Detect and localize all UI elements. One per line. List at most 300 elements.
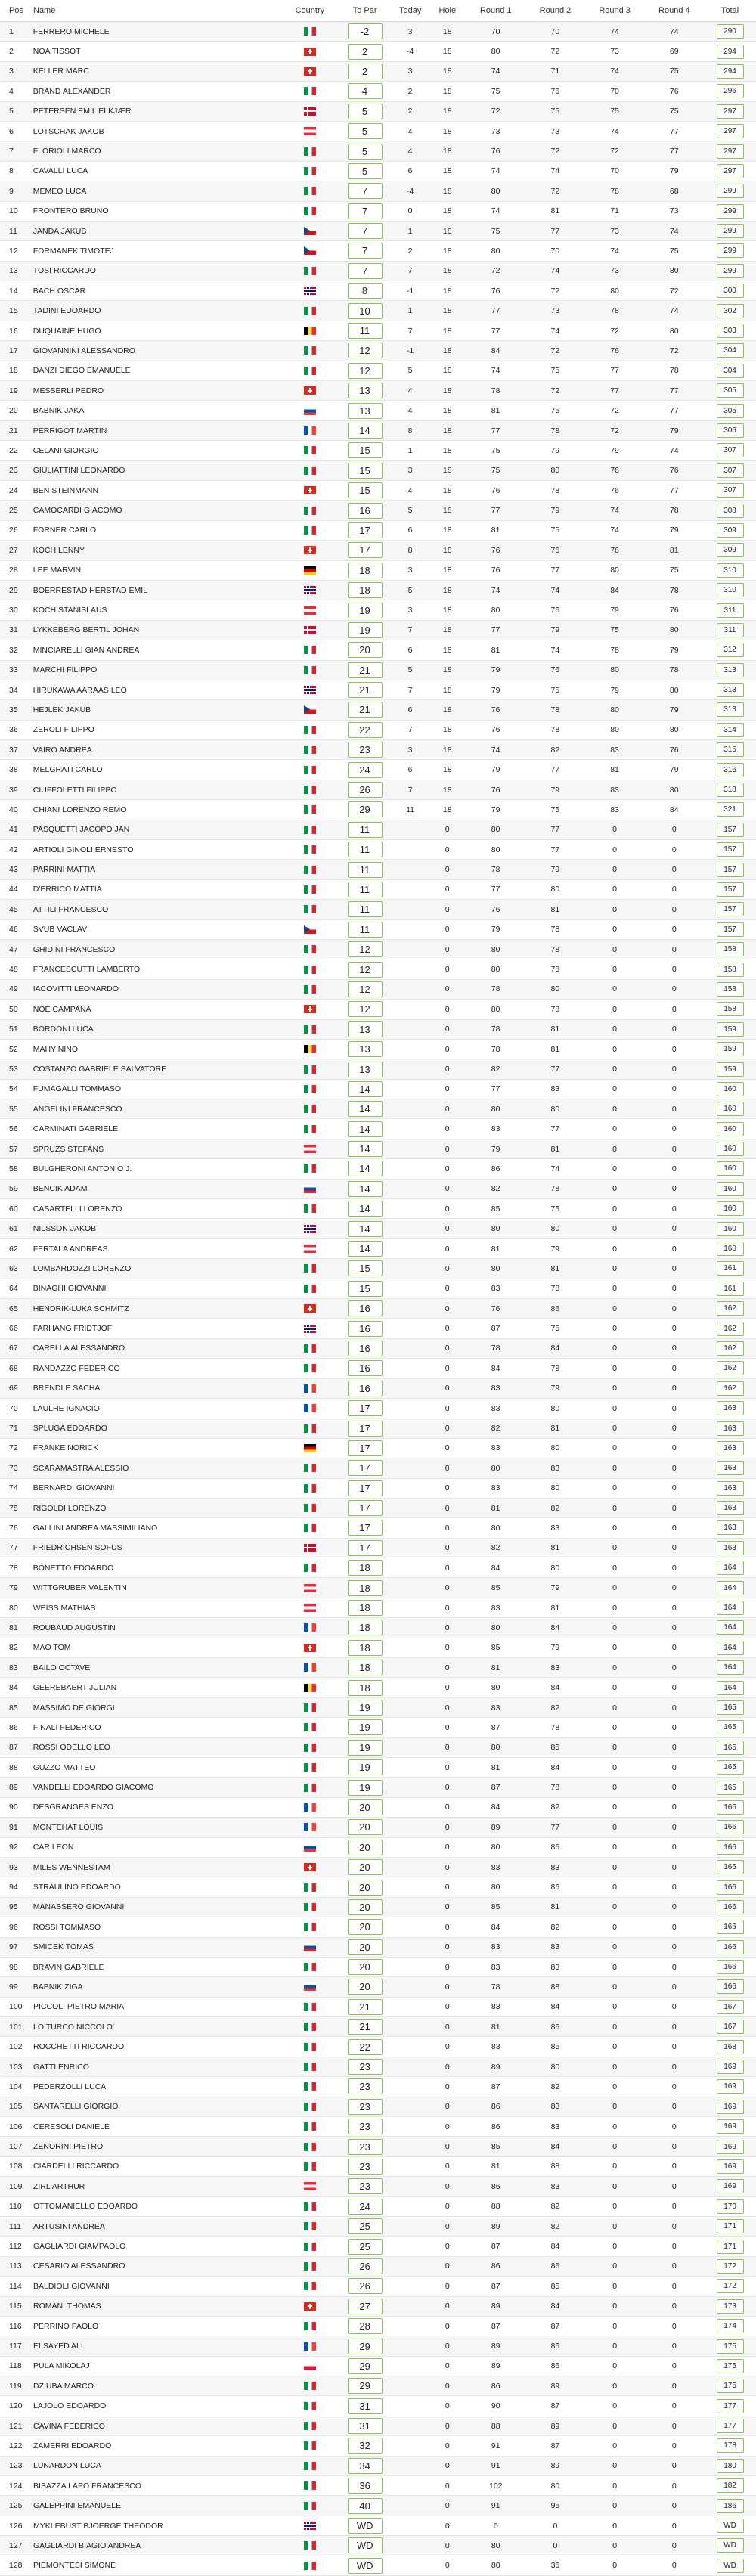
round-3-cell: 73 [610, 226, 619, 236]
position-cell: 69 [9, 1384, 18, 1393]
table-row[interactable] [0, 2017, 756, 2037]
player-name: CHIANI LORENZO REMO [33, 804, 127, 814]
table-row[interactable] [0, 1618, 756, 1638]
position-cell: 52 [9, 1044, 18, 1054]
table-row[interactable] [0, 1738, 756, 1758]
round-4-cell: 0 [671, 1303, 677, 1313]
table-row[interactable] [0, 2536, 756, 2556]
table-row[interactable] [0, 661, 756, 680]
round-2-cell: 77 [550, 566, 560, 575]
to-par-cell [338, 1400, 392, 1416]
table-row[interactable] [0, 1718, 756, 1737]
table-row[interactable] [0, 1499, 756, 1518]
header-today[interactable]: Today [398, 6, 422, 15]
round-4-cell: 0 [671, 1263, 677, 1273]
round-4-cell: 0 [671, 1224, 677, 1234]
today-cell: -1 [406, 286, 414, 296]
position-cell: 26 [9, 525, 18, 535]
table-row[interactable] [0, 1678, 756, 1697]
round-1-cell: 79 [491, 665, 500, 675]
table-row[interactable] [0, 1958, 756, 1977]
country-cell [281, 1245, 338, 1253]
round-1-cell: 85 [491, 2142, 500, 2152]
table-row[interactable] [0, 2556, 756, 2576]
country-cell [281, 1344, 338, 1353]
total-cell [704, 2379, 756, 2393]
total-cell-value: 167 [717, 2020, 744, 2034]
round-1-cell: 79 [491, 765, 500, 775]
table-row[interactable] [0, 541, 756, 560]
to-par-cell [338, 563, 392, 578]
to-par-cell-value: 7 [348, 223, 383, 239]
table-row[interactable] [0, 441, 756, 460]
table-row[interactable] [0, 1778, 756, 1797]
table-row[interactable] [0, 600, 756, 620]
table-row[interactable] [0, 1877, 756, 1897]
table-row[interactable] [0, 900, 756, 919]
country-cell [281, 1823, 338, 1831]
country-cell [282, 2143, 339, 2151]
table-row[interactable] [0, 421, 756, 441]
table-row[interactable] [0, 2436, 756, 2456]
table-row[interactable] [0, 1020, 756, 1040]
player-name: PULA MIKOLAJ [33, 2361, 90, 2371]
table-row[interactable] [0, 2277, 756, 2296]
table-row[interactable] [0, 1399, 756, 1418]
to-par-cell [338, 1440, 392, 1456]
table-row[interactable] [0, 1898, 756, 1917]
table-row[interactable] [0, 581, 756, 600]
country-cell [281, 1943, 338, 1951]
round-2-cell: 36 [550, 2561, 560, 2571]
table-row[interactable] [0, 621, 756, 640]
table-row[interactable] [0, 1977, 756, 1997]
table-row[interactable] [0, 461, 756, 481]
to-par-cell-value: 17 [348, 1500, 383, 1516]
table-row[interactable] [0, 361, 756, 381]
table-row[interactable] [0, 2396, 756, 2416]
header-hole[interactable]: Hole [438, 6, 457, 15]
total-cell [704, 2179, 756, 2193]
player-name: FORMANEK TIMOTEJ [33, 246, 114, 256]
table-row[interactable] [0, 2257, 756, 2277]
table-row[interactable] [0, 1539, 756, 1558]
table-row[interactable] [0, 62, 756, 82]
position-cell: 90 [9, 1803, 18, 1812]
table-row[interactable] [0, 2157, 756, 2177]
table-row[interactable] [0, 481, 756, 501]
round-2-cell: 83 [550, 2122, 560, 2131]
position-cell: 64 [9, 1284, 18, 1294]
to-par-cell-value: 19 [348, 1700, 383, 1716]
table-row[interactable] [0, 141, 756, 161]
hole-cell: 0 [445, 2401, 450, 2411]
player-name: MAO TOM [33, 1643, 71, 1653]
belgium-flag-icon [304, 1045, 316, 1053]
to-par-cell-value: 20 [348, 1959, 383, 1975]
round-2-cell: 79 [550, 865, 560, 875]
hole-cell: 0 [445, 965, 450, 975]
table-row[interactable] [0, 1698, 756, 1718]
table-row[interactable] [0, 860, 756, 879]
table-row[interactable] [0, 1758, 756, 1778]
country-cell [281, 386, 338, 395]
total-cell [704, 742, 756, 757]
country-cell [282, 2342, 339, 2351]
table-row[interactable] [0, 2197, 756, 2217]
round-4-cell: 74 [669, 26, 679, 36]
round-3-cell: 73 [610, 266, 619, 276]
table-row[interactable] [0, 82, 756, 101]
round-1-cell: 83 [491, 1603, 500, 1613]
table-row[interactable] [0, 2516, 756, 2536]
header-pos[interactable]: Pos [9, 6, 23, 15]
total-cell [704, 324, 756, 338]
to-par-cell [338, 1520, 392, 1536]
table-row[interactable] [0, 1119, 756, 1139]
table-row[interactable] [0, 1040, 756, 1059]
hole-cell: 18 [442, 206, 452, 216]
header-name[interactable]: Name [33, 6, 56, 15]
round-1-cell: 74 [491, 585, 500, 595]
country-cell [282, 2462, 339, 2470]
player-name: CAMOCARDI GIACOMO [33, 506, 122, 516]
table-row[interactable] [0, 262, 756, 281]
table-row[interactable] [0, 2297, 756, 2317]
header-to-par[interactable]: To Par [352, 6, 377, 15]
round-1-cell: 83 [491, 1124, 500, 1134]
table-row[interactable] [0, 2476, 756, 2496]
round-2-cell: 79 [550, 1583, 560, 1593]
round-3-cell: 0 [612, 1623, 617, 1632]
position-cell: 29 [9, 585, 18, 595]
table-row[interactable] [0, 1080, 756, 1099]
round-3-cell: 0 [612, 1084, 617, 1094]
total-cell-value: 307 [717, 483, 744, 498]
to-par-cell [338, 1819, 392, 1835]
table-row[interactable] [0, 561, 756, 581]
to-par-cell-value: 11 [348, 842, 383, 857]
total-cell-value: 164 [717, 1620, 744, 1635]
player-name: PASQUETTI JACOPO JAN [33, 825, 130, 835]
to-par-cell [338, 2339, 392, 2354]
table-row[interactable] [0, 301, 756, 321]
table-row[interactable] [0, 980, 756, 1000]
table-row[interactable] [0, 721, 756, 740]
round-4-cell: 0 [671, 1363, 677, 1373]
round-1-cell: 87 [491, 2242, 500, 2252]
table-row[interactable] [0, 1858, 756, 1877]
today-cell: 6 [407, 166, 413, 176]
to-par-cell-value: 26 [348, 782, 383, 798]
to-par-cell [338, 1321, 392, 1337]
italy-flag-icon [304, 1484, 316, 1493]
total-cell-value: 165 [717, 1700, 744, 1715]
country-cell [281, 686, 338, 694]
table-row[interactable] [0, 1180, 756, 1199]
table-row[interactable] [0, 281, 756, 301]
table-row[interactable] [0, 780, 756, 800]
table-row[interactable] [0, 1798, 756, 1818]
slovenia-flag-icon [304, 1982, 316, 1991]
player-name: CERESOLI DANIELE [33, 2122, 110, 2131]
position-cell: 104 [9, 2082, 23, 2091]
italy-flag-icon [304, 2082, 316, 2091]
round-4-cell: 76 [669, 606, 679, 615]
table-row[interactable] [0, 102, 756, 122]
table-row[interactable] [0, 1239, 756, 1259]
table-row[interactable] [0, 680, 756, 700]
round-1-cell: 79 [491, 804, 500, 814]
table-row[interactable] [0, 1359, 756, 1378]
player-name: PIEMONTESI SIMONE [33, 2561, 116, 2571]
table-row[interactable] [0, 2237, 756, 2256]
round-4-cell: 0 [671, 1883, 677, 1892]
table-row[interactable] [0, 1159, 756, 1179]
italy-flag-icon [304, 507, 316, 515]
table-row[interactable] [0, 521, 756, 541]
total-cell-value: 171 [717, 2240, 744, 2254]
total-cell-value: 170 [717, 2199, 744, 2214]
table-row[interactable] [0, 42, 756, 61]
italy-flag-icon [304, 1264, 316, 1273]
country-cell [281, 1164, 338, 1173]
position-cell: 51 [9, 1025, 18, 1034]
table-row[interactable] [0, 162, 756, 181]
table-row[interactable] [0, 1518, 756, 1538]
today-cell: -1 [406, 346, 414, 355]
today-cell: 6 [407, 705, 413, 715]
table-row[interactable] [0, 760, 756, 780]
table-row[interactable] [0, 1638, 756, 1658]
to-par-cell [338, 941, 392, 957]
total-cell-value: 159 [717, 1022, 744, 1037]
round-2-cell: 78 [550, 485, 560, 495]
round-3-cell: 0 [612, 2342, 618, 2351]
total-cell-value: 182 [717, 2478, 744, 2493]
header-total[interactable]: Total [720, 6, 739, 15]
total-cell [704, 2438, 756, 2453]
position-cell: 72 [9, 1443, 18, 1453]
country-cell [281, 1524, 338, 1532]
round-1-cell: 78 [491, 984, 500, 994]
table-row[interactable] [0, 640, 756, 660]
total-cell [704, 603, 756, 618]
table-row[interactable] [0, 122, 756, 141]
table-row[interactable] [0, 880, 756, 900]
player-name: FERRERO MICHELE [33, 26, 110, 36]
position-cell: 119 [9, 2381, 22, 2391]
table-row[interactable] [0, 1998, 756, 2017]
country-cell [282, 2202, 339, 2211]
total-cell-value: 314 [717, 723, 744, 737]
header-round-3[interactable]: Round 3 [599, 6, 631, 15]
table-row[interactable] [0, 1059, 756, 1079]
player-name: MILES WENNESTAM [33, 1862, 110, 1872]
player-name: MINCIARELLI GIAN ANDREA [33, 645, 140, 655]
country-cell [281, 985, 338, 994]
table-row[interactable] [0, 1199, 756, 1219]
table-row[interactable] [0, 22, 756, 42]
country-cell [281, 67, 338, 76]
round-4-cell: 0 [671, 1204, 677, 1214]
czechia-flag-icon [304, 246, 316, 255]
table-row[interactable] [0, 2217, 756, 2237]
table-row[interactable] [0, 241, 756, 261]
total-cell-value: WD [717, 2538, 744, 2553]
to-par-cell-value: 16 [348, 1300, 383, 1316]
table-row[interactable] [0, 920, 756, 940]
norway-flag-icon [304, 586, 316, 594]
table-row[interactable] [0, 1299, 756, 1319]
table-row[interactable] [0, 1818, 756, 1837]
round-4-cell: 80 [669, 326, 679, 336]
country-cell [281, 666, 338, 674]
table-row[interactable] [0, 2416, 756, 2436]
hole-cell: 0 [445, 1683, 450, 1693]
table-row[interactable] [0, 1319, 756, 1338]
position-cell: 93 [9, 1862, 18, 1872]
france-flag-icon [304, 1404, 316, 1412]
table-row[interactable] [0, 2077, 756, 2097]
hole-cell: 0 [445, 1722, 450, 1732]
table-row[interactable] [0, 2496, 756, 2516]
total-cell [704, 343, 756, 358]
round-4-cell: 0 [671, 1722, 677, 1732]
player-name: MANASSERO GIOVANNI [33, 1902, 125, 1912]
table-row[interactable] [0, 959, 756, 979]
table-row[interactable] [0, 2037, 756, 2057]
italy-flag-icon [304, 2023, 316, 2031]
table-row[interactable] [0, 1479, 756, 1499]
total-cell-value: 165 [717, 1760, 744, 1775]
table-row[interactable] [0, 1578, 756, 1598]
table-row[interactable] [0, 2357, 756, 2376]
table-row[interactable] [0, 820, 756, 840]
table-row[interactable] [0, 2336, 756, 2356]
table-row[interactable] [0, 1917, 756, 1937]
today-cell: 3 [407, 606, 413, 615]
table-row[interactable] [0, 840, 756, 860]
france-flag-icon [304, 1803, 316, 1812]
table-row[interactable] [0, 1838, 756, 1858]
country-cell [281, 1883, 338, 1892]
table-row[interactable] [0, 2057, 756, 2077]
to-par-cell [338, 882, 392, 897]
player-name: VANDELLI EDOARDO GIACOMO [33, 1783, 154, 1793]
table-row[interactable] [0, 401, 756, 420]
hole-cell: 0 [445, 1663, 450, 1672]
country-cell [281, 327, 338, 335]
round-3-cell: 0 [612, 925, 617, 935]
table-row[interactable] [0, 940, 756, 959]
switzerland-flag-icon [304, 67, 316, 76]
header-round-1[interactable]: Round 1 [479, 6, 512, 15]
table-row[interactable] [0, 800, 756, 820]
table-row[interactable] [0, 1938, 756, 1958]
to-par-cell [338, 104, 392, 119]
table-row[interactable] [0, 740, 756, 760]
table-row[interactable] [0, 181, 756, 201]
country-cell [281, 207, 338, 215]
to-par-cell [338, 1181, 392, 1197]
italy-flag-icon [304, 985, 316, 994]
table-row[interactable] [0, 2097, 756, 2117]
position-cell: 18 [9, 366, 18, 376]
table-row[interactable] [0, 1000, 756, 1019]
table-row[interactable] [0, 381, 756, 401]
total-cell [704, 364, 756, 378]
table-row[interactable] [0, 2376, 756, 2396]
round-4-cell: 0 [671, 2162, 677, 2171]
round-1-cell: 80 [491, 1224, 500, 1234]
round-1-cell: 88 [491, 2421, 500, 2431]
total-cell-value: 186 [717, 2499, 744, 2513]
table-row[interactable] [0, 1259, 756, 1279]
table-row[interactable] [0, 2137, 756, 2156]
table-row[interactable] [0, 321, 756, 341]
round-2-cell: 83 [550, 1523, 560, 1533]
italy-flag-icon [304, 267, 316, 275]
position-cell: 83 [9, 1663, 18, 1672]
country-cell [281, 1544, 338, 1552]
table-row[interactable] [0, 202, 756, 222]
to-par-cell-value: 20 [348, 1979, 383, 1995]
table-row[interactable] [0, 1658, 756, 1678]
table-row[interactable] [0, 222, 756, 241]
position-cell: 61 [9, 1224, 18, 1234]
header-round-2[interactable]: Round 2 [539, 6, 572, 15]
table-row[interactable] [0, 700, 756, 720]
table-row[interactable] [0, 1458, 756, 1478]
table-row[interactable] [0, 1379, 756, 1399]
round-2-cell: 89 [550, 2461, 560, 2471]
table-row[interactable] [0, 2317, 756, 2336]
table-row[interactable] [0, 1099, 756, 1119]
table-row[interactable] [0, 1219, 756, 1238]
table-row[interactable] [0, 1439, 756, 1458]
total-cell [704, 882, 756, 897]
table-row[interactable] [0, 2117, 756, 2137]
round-1-cell: 86 [491, 1164, 500, 1173]
table-row[interactable] [0, 501, 756, 520]
france-flag-icon [304, 1623, 316, 1632]
position-cell: 60 [9, 1204, 18, 1214]
to-par-cell [338, 123, 392, 139]
table-row[interactable] [0, 2457, 756, 2476]
table-row[interactable] [0, 1339, 756, 1359]
to-par-cell [338, 2278, 392, 2294]
table-row[interactable] [0, 341, 756, 361]
round-4-cell: 0 [671, 1922, 677, 1932]
round-4-cell: 0 [671, 1164, 677, 1173]
header-round-4[interactable]: Round 4 [658, 6, 690, 15]
country-cell [281, 646, 338, 654]
total-cell [704, 623, 756, 637]
table-row[interactable] [0, 1418, 756, 1438]
total-cell [704, 1142, 756, 1156]
norway-flag-icon [304, 686, 316, 694]
to-par-cell-value: 2 [348, 64, 383, 79]
table-row[interactable] [0, 2177, 756, 2196]
table-row[interactable] [0, 1279, 756, 1299]
header-country[interactable]: Country [295, 6, 325, 15]
table-row[interactable] [0, 1558, 756, 1578]
table-row[interactable] [0, 1598, 756, 1618]
table-row[interactable] [0, 1139, 756, 1159]
round-2-cell: 83 [550, 1463, 560, 1473]
country-cell [282, 2262, 339, 2271]
